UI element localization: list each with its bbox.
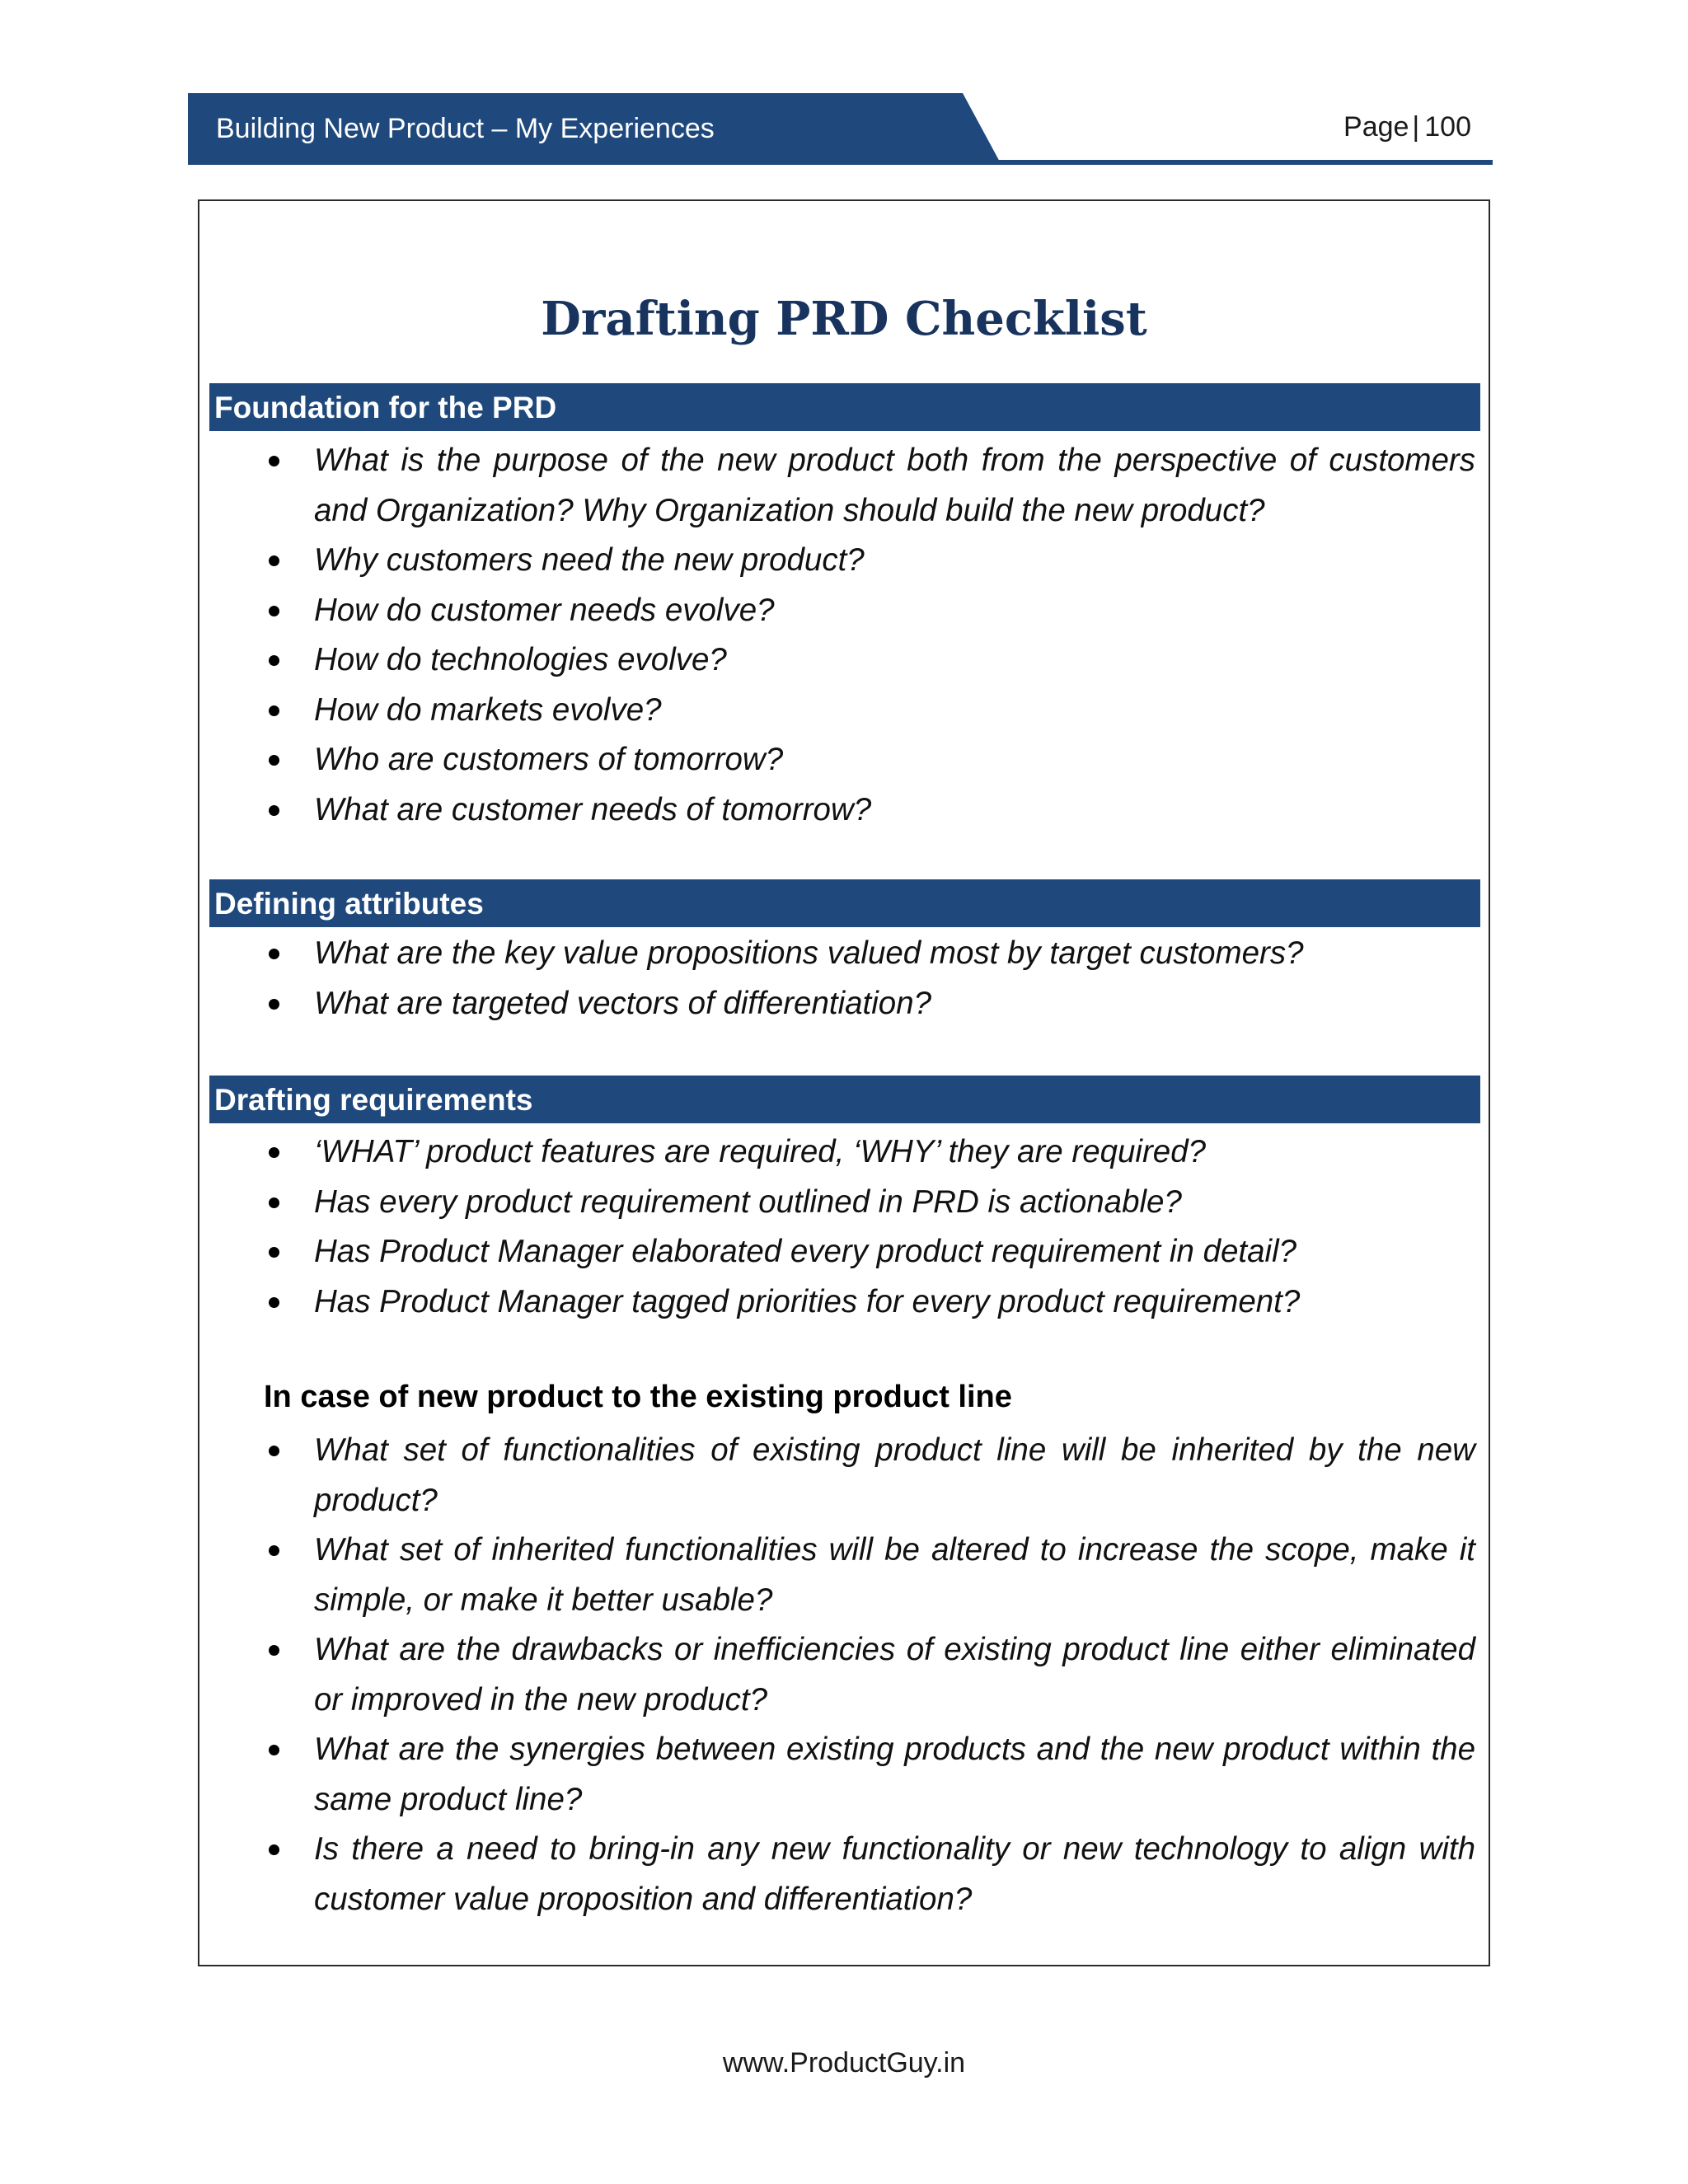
page-number-value: 100 [1424, 111, 1471, 143]
checklist-box [198, 199, 1490, 1966]
list-item-text: How do technologies evolve? [314, 642, 727, 677]
bullet-icon [269, 1645, 279, 1656]
subheading-existing-product-line: In case of new product to the existing product line [264, 1380, 1012, 1414]
attributes-list [199, 929, 1475, 1029]
page-title: Drafting PRD Checklist [541, 292, 1147, 346]
list-item-text: What are the synergies between existing products and the new product within the same product line? [314, 1732, 1475, 1817]
list-item [199, 436, 1475, 536]
list-item-text: What set of inherited functionalities will be altered to increase the scope, make it simple, or make it better usable? [314, 1532, 1475, 1618]
requirements-list [199, 1127, 1475, 1327]
bullet-icon [269, 1745, 279, 1755]
list-item-text: What are the key value propositions valued most by target customers? [314, 935, 1304, 971]
list-item [199, 586, 1475, 636]
list-item-text: What set of functionalities of existing product line will be inherited by the new product? [314, 1432, 1475, 1518]
bullet-icon [269, 1147, 279, 1158]
list-item [199, 1227, 1475, 1277]
page-separator: | [1412, 111, 1420, 143]
list-item-text: What are customer needs of tomorrow? [314, 791, 872, 827]
list-item-text: Why customers need the new product? [314, 542, 865, 578]
bullet-icon [269, 949, 279, 959]
bullet-icon [269, 755, 279, 766]
bullet-icon [269, 999, 279, 1010]
book-title: Building New Product – My Experiences [216, 113, 715, 144]
list-item-text: What is the purpose of the new product both from the perspective of customers and Organization? Why Organization should build the new product? [314, 443, 1475, 528]
bullet-icon [269, 1446, 279, 1456]
list-item-text: What are the drawbacks or inefficiencies of existing product line either eliminated or improved in the new product? [314, 1632, 1475, 1718]
bullet-icon [269, 606, 279, 616]
list-item [199, 1178, 1475, 1228]
list-item [199, 686, 1475, 736]
bullet-icon [269, 555, 279, 566]
header-rule [963, 160, 1493, 165]
list-item [199, 929, 1475, 979]
bullet-icon [269, 456, 279, 466]
existing-line-list [199, 1426, 1475, 1924]
bullet-icon [269, 1297, 279, 1308]
page-header [188, 93, 1493, 167]
list-item [199, 1127, 1475, 1178]
list-item-text: How do markets evolve? [314, 691, 662, 728]
list-item-text: How do customer needs evolve? [314, 592, 775, 628]
section-heading-requirements: Drafting requirements [209, 1076, 1480, 1123]
list-item-text: ‘WHAT’ product features are required, ‘WHY’ they are required? [314, 1134, 1207, 1169]
bullet-icon [269, 805, 279, 816]
list-item-text: Who are customers of tomorrow? [314, 742, 784, 777]
page-number [1343, 111, 1471, 143]
bullet-icon [269, 705, 279, 716]
bullet-icon [269, 655, 279, 666]
list-item [199, 1625, 1475, 1725]
page-label: Page [1343, 111, 1409, 143]
list-item [199, 979, 1475, 1029]
list-item-text: Has every product requirement outlined in PRD is actionable? [314, 1183, 1182, 1220]
bullet-icon [269, 1545, 279, 1556]
list-item-text: Has Product Manager elaborated every product requirement in detail? [314, 1234, 1297, 1269]
list-item [199, 1526, 1475, 1625]
list-item [199, 536, 1475, 586]
list-item-text: What are targeted vectors of differentiation? [314, 985, 932, 1021]
list-item [199, 1725, 1475, 1825]
list-item [199, 785, 1475, 836]
list-item [199, 635, 1475, 686]
list-item-text: Has Product Manager tagged priorities for every product requirement? [314, 1283, 1301, 1319]
section-heading-attributes: Defining attributes [209, 879, 1480, 927]
footer-website: www.ProductGuy.in [722, 2047, 966, 2079]
bullet-icon [269, 1844, 279, 1855]
list-item-text: Is there a need to bring-in any new functionality or new technology to align with customer value proposition and differentiation? [314, 1831, 1475, 1917]
list-item [199, 1825, 1475, 1924]
foundation-list [199, 436, 1475, 835]
bullet-icon [269, 1197, 279, 1208]
list-item [199, 1277, 1475, 1328]
section-heading-foundation: Foundation for the PRD [209, 383, 1480, 431]
list-item [199, 1426, 1475, 1526]
bullet-icon [269, 1247, 279, 1258]
list-item [199, 735, 1475, 785]
